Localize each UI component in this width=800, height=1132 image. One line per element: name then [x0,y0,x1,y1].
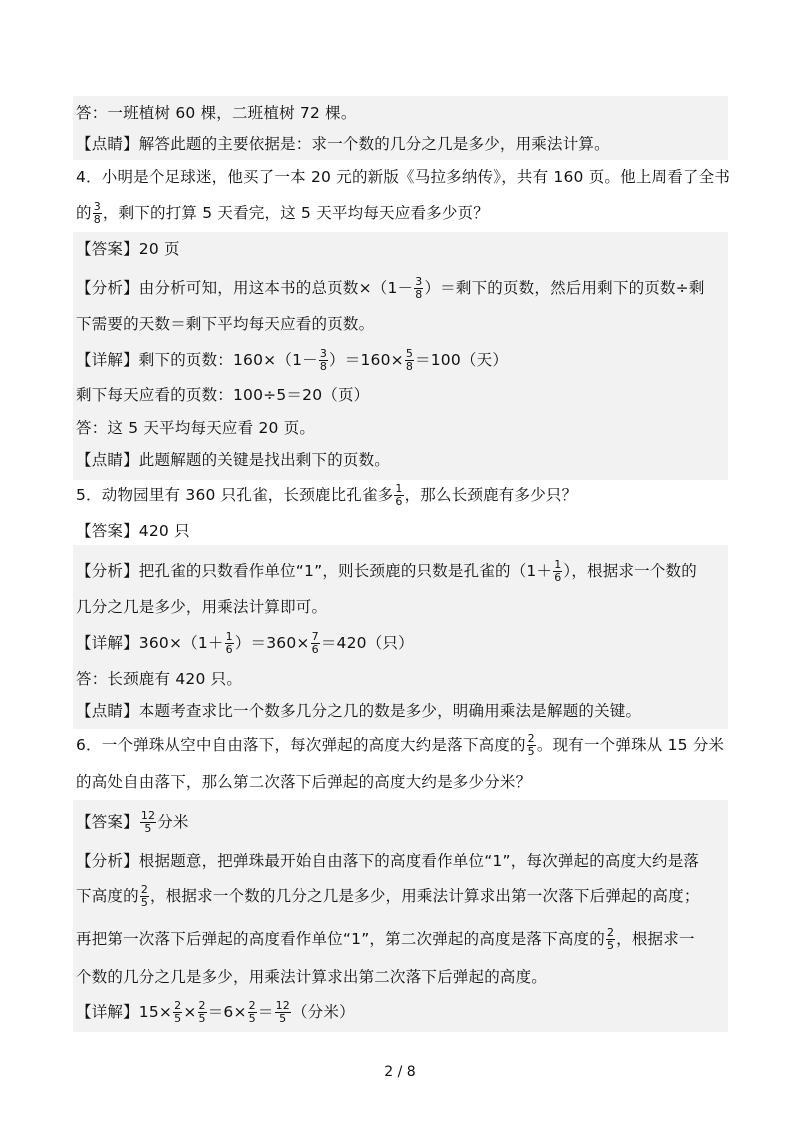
q5-question [76,483,577,508]
q4-detail-text: ＝100（天） [415,351,509,369]
page-number: 2 / 8 [384,1064,416,1080]
q5-answer: 【答案】420 只 [76,522,190,540]
q6-answer [76,810,189,835]
q6-question-text: 。现有一个弹珠从 15 分米 [536,736,725,754]
fraction-3-8: $\frac{3}{8}$ [415,275,423,301]
q4-analysis-line2: 下需要的天数＝剩下平均每天应看的页数。 [76,315,375,333]
q6-analysis-line3 [76,927,695,952]
fraction-2-5: $\frac{2}{5}$ [527,732,535,758]
q6-detail-text: （分米） [291,1003,355,1021]
q6-analysis-text: ，根据求一个数的几分之几是多少，用乘法计算求出第一次落下后弹起的高度； [150,887,700,905]
q3-key-point: 【点睛】解答此题的主要依据是：求一个数的几分之几是多少，用乘法计算。 [76,135,610,153]
fraction-2-5: $\frac{2}{5}$ [198,999,206,1025]
q5-analysis-text: ），根据求一个数的 [563,562,697,580]
fraction-5-8: $\frac{5}{8}$ [405,347,414,373]
q4-conclusion: 答：这 5 天平均每天应看 20 页。 [76,419,316,437]
q6-analysis-line4: 个数的几分之几是多少，用乘法计算求出第二次落下后弹起的高度。 [76,968,548,986]
q4-analysis-text: ）＝剩下的页数，然后用剩下的页数÷剩 [424,279,705,297]
q5-detail-text: ＝420（只） [320,634,414,652]
q5-conclusion: 答：长颈鹿有 420 只。 [76,670,243,688]
q6-question-text: 6．一个弹珠从空中自由落下，每次弹起的高度大约是落下高度的 [76,736,526,754]
q6-analysis-line2 [76,884,700,909]
q6-analysis-text: 下高度的 [76,887,139,905]
q6-answer-label: 【答案】 [76,813,139,831]
q4-key-point: 【点睛】此题解题的关键是找出剩下的页数。 [76,451,391,469]
q6-analysis-line1: 【分析】根据题意，把弹珠最开始自由落下的高度看作单位“1”，每次弹起的高度大约是落 [76,852,700,870]
q5-analysis-text: 【分析】把孔雀的只数看作单位“1”，则长颈鹿的只数是孔雀的（1＋ [76,562,553,580]
q6-answer-unit: 分米 [157,813,189,831]
q6-detail-text: ＝ [257,1003,274,1021]
q6-analysis-text: 再把第一次落下后弹起的高度看作单位“1”，第二次弹起的高度是落下高度的 [76,930,605,948]
q4-question-line2 [76,201,489,226]
q4-analysis-text: 【分析】由分析可知，用这本书的总页数×（1－ [76,279,414,297]
q6-detail-text: × [183,1003,197,1021]
q6-question-line1 [76,733,724,758]
q5-analysis-line1 [76,559,697,584]
q5-analysis-line2: 几分之几是多少，用乘法计算即可。 [76,598,328,616]
q5-detail-text: ）＝360× [234,634,310,652]
fraction-2-5: $\frac{2}{5}$ [140,883,149,909]
q4-question-line1: 4．小明是个足球迷，他买了一本 20 元的新版《马拉多纳传》，共有 160 页。他上周看了全书 [76,168,731,186]
q4-question-text: 的 [76,204,92,222]
q4-analysis-line1 [76,276,705,301]
q4-detail-text: ）＝160× [329,351,404,369]
q4-answer: 【答案】20 页 [76,240,180,258]
fraction-1-6: $\frac{1}{6}$ [395,482,403,508]
q5-question-text: 5．动物园里有 360 只孔雀，长颈鹿比孔雀多 [76,486,394,504]
fraction-12-5: $\frac{12}{5}$ [140,809,156,835]
q6-question-line2: 的高处自由落下，那么第二次落下后弹起的高度大约是多少分米？ [76,773,532,791]
q6-detail-text: ＝6× [207,1003,247,1021]
q4-detail-line1 [76,348,508,373]
fraction-2-5: $\frac{2}{5}$ [606,926,615,952]
q6-detail [76,1000,355,1025]
fraction-3-8: $\frac{3}{8}$ [319,347,328,373]
q3-answer: 答：一班植树 60 棵，二班植树 72 棵。 [76,104,357,122]
fraction-1-6: $\frac{1}{6}$ [225,630,233,656]
fraction-2-5: $\frac{2}{5}$ [248,999,256,1025]
q6-analysis-text: ，根据求一 [616,930,695,948]
fraction-12-5: $\frac{12}{5}$ [275,999,290,1025]
q5-question-text: ，那么长颈鹿有多少只？ [404,486,578,504]
fraction-1-6: $\frac{1}{6}$ [554,558,562,584]
q6-detail-text: 【详解】15× [76,1003,173,1021]
fraction-7-6: $\frac{7}{6}$ [311,630,319,656]
q5-detail-text: 【详解】360×（1＋ [76,634,224,652]
q4-detail-text: 【详解】剩下的页数：160×（1－ [76,351,318,369]
q5-detail [76,631,414,656]
q4-question-text: ，剩下的打算 5 天看完，这 5 天平均每天应看多少页？ [102,204,489,222]
fraction-3-8: $\frac{3}{8}$ [93,200,101,226]
q4-detail-line2: 剩下每天应看的页数：100÷5＝20（页） [76,386,370,404]
fraction-2-5: $\frac{2}{5}$ [174,999,182,1025]
q5-key-point: 【点睛】本题考查求比一个数多几分之几的数是多少，明确用乘法是解题的关键。 [76,702,642,720]
